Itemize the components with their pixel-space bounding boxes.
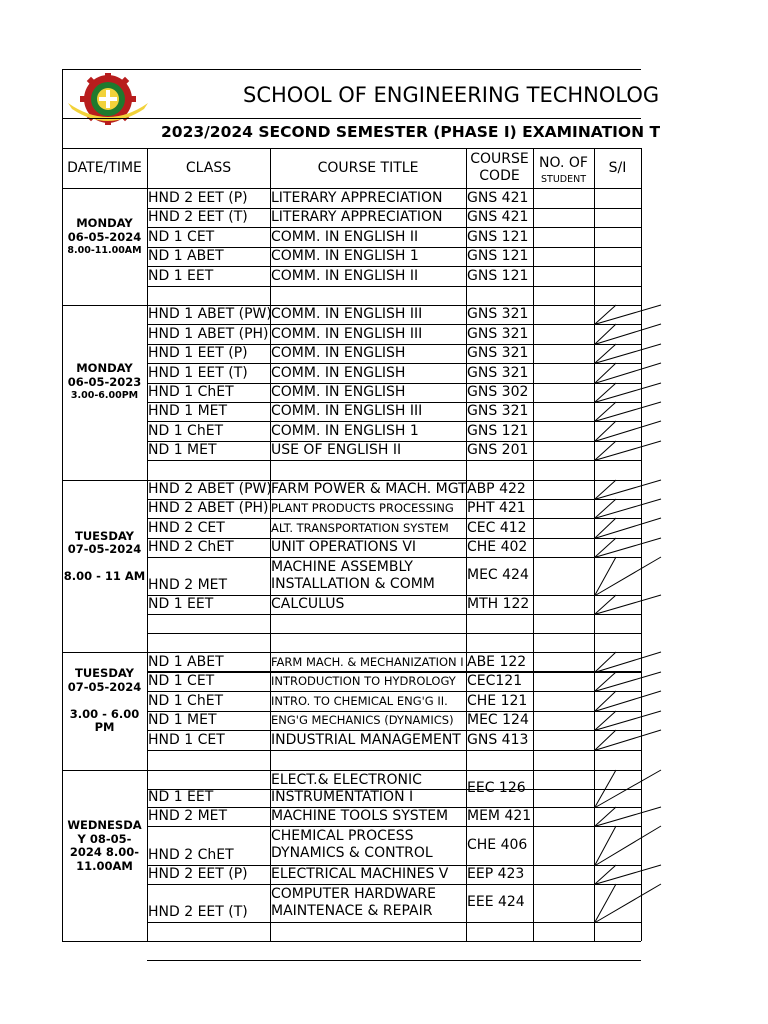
class-cell: HND 2 EET (T) bbox=[148, 209, 248, 225]
row-line bbox=[147, 960, 641, 961]
course-code-cell: GNS 121 bbox=[467, 423, 529, 439]
course-code-cell: GNS 321 bbox=[467, 326, 529, 342]
course-title-cell: COMM. IN ENGLISH bbox=[271, 384, 406, 400]
class-cell: ND 1 MET bbox=[148, 712, 217, 728]
row-line bbox=[147, 652, 641, 653]
course-title-cell: FARM POWER & MACH. MGT bbox=[271, 481, 467, 497]
exam-date-time: 06-05-2024 bbox=[67, 229, 142, 244]
exam-date-time: 07-05-2024 bbox=[67, 679, 142, 694]
row-line bbox=[147, 884, 641, 885]
class-cell: ND 1 EET bbox=[148, 268, 214, 284]
header-date-time: DATE/TIME bbox=[67, 160, 142, 176]
class-cell: HND 2 MET bbox=[148, 808, 228, 824]
exam-date-time: 2024 8.00- bbox=[69, 845, 140, 859]
group-line bbox=[62, 652, 147, 653]
course-title-cell: CALCULUS bbox=[271, 596, 345, 612]
course-title-cell: INDUSTRIAL MANAGEMENT bbox=[271, 732, 461, 748]
course-title-cell: COMM. IN ENGLISH bbox=[271, 365, 406, 381]
row-line bbox=[147, 691, 641, 692]
course-title-cell: COMM. IN ENGLISH 1 bbox=[271, 248, 419, 264]
header-course-code: COURSE bbox=[470, 151, 529, 167]
class-cell: HND 2 EET (T) bbox=[148, 904, 248, 920]
course-code-cell: GNS 321 bbox=[467, 365, 529, 381]
class-cell: HND 1 ABET (PH) bbox=[148, 326, 269, 342]
header-no-of-student: NO. OF bbox=[539, 155, 588, 171]
course-code-cell: EEE 424 bbox=[467, 894, 525, 910]
course-title-cell: COMM. IN ENGLISH II bbox=[271, 229, 419, 245]
class-cell: HND 2 ChET bbox=[148, 847, 234, 863]
header-course-title: COURSE TITLE bbox=[317, 160, 419, 176]
course-code-cell: GNS 321 bbox=[467, 306, 529, 322]
course-code-cell: CEC 412 bbox=[467, 520, 527, 536]
header-si: S/I bbox=[608, 160, 627, 176]
course-code-cell: CEC121 bbox=[467, 673, 523, 689]
course-title-cell: PLANT PRODUCTS PROCESSING bbox=[271, 501, 454, 515]
course-title-cell: ELECTRICAL MACHINES V bbox=[271, 866, 449, 882]
exam-date-time: MONDAY bbox=[76, 361, 133, 376]
course-code-cell: GNS 201 bbox=[467, 442, 529, 458]
row-line bbox=[147, 941, 641, 942]
row-line bbox=[147, 614, 641, 615]
header-class: CLASS bbox=[185, 160, 232, 176]
course-title-cell: COMM. IN ENGLISH 1 bbox=[271, 423, 419, 439]
group-line bbox=[62, 480, 147, 481]
class-cell: ND 1 ABET bbox=[148, 654, 224, 670]
exam-date-time: TUESDAY bbox=[75, 528, 134, 543]
exam-date-time: 3.00 - 6.00 bbox=[69, 706, 140, 721]
exam-subtitle: 2023/2024 SECOND SEMESTER (PHASE I) EXAMINATION T bbox=[161, 123, 661, 141]
course-title-cell: INSTRUMENTATION I bbox=[271, 789, 414, 805]
class-cell: ND 1 EET bbox=[148, 596, 214, 612]
course-title-cell: COMM. IN ENGLISH bbox=[271, 345, 406, 361]
course-code-cell: MEM 421 bbox=[467, 808, 532, 824]
class-cell: HND 2 EET (P) bbox=[148, 190, 248, 206]
course-title-cell: USE OF ENGLISH II bbox=[271, 442, 402, 458]
course-code-cell: GNS 421 bbox=[467, 190, 529, 206]
row-line bbox=[147, 324, 641, 325]
title-divider-line bbox=[62, 118, 641, 119]
class-cell: HND 2 MET bbox=[148, 577, 228, 593]
course-code-cell: ABP 422 bbox=[467, 481, 526, 497]
course-code-cell: GNS 321 bbox=[467, 345, 529, 361]
group-line bbox=[62, 941, 147, 942]
row-line bbox=[147, 750, 641, 751]
course-code-cell: GNS 413 bbox=[467, 732, 529, 748]
row-line bbox=[147, 826, 641, 827]
class-cell: ND 1 CET bbox=[148, 229, 215, 245]
course-code-cell: GNS 321 bbox=[467, 403, 529, 419]
row-line bbox=[147, 421, 641, 422]
course-code-cell: CHE 402 bbox=[467, 539, 528, 555]
class-cell: HND 1 CET bbox=[148, 732, 225, 748]
course-title-cell: MAINTENACE & REPAIR bbox=[271, 903, 433, 919]
header-top-line bbox=[62, 148, 641, 149]
exam-date-time: 8.00 - 11 AM bbox=[63, 569, 146, 583]
exam-date-time: TUESDAY bbox=[75, 666, 134, 681]
course-title-cell: DYNAMICS & CONTROL bbox=[271, 845, 433, 861]
row-line bbox=[147, 633, 641, 634]
class-cell: HND 2 EET (P) bbox=[148, 866, 248, 882]
class-cell: HND 2 CET bbox=[148, 520, 225, 536]
course-code-cell: MEC 424 bbox=[467, 567, 529, 583]
course-code-cell: GNS 421 bbox=[467, 209, 529, 225]
exam-date-time: Y 08-05- bbox=[77, 831, 132, 846]
exam-date-time: WEDNESDA bbox=[67, 818, 142, 832]
course-title-cell: UNIT OPERATIONS VI bbox=[271, 539, 417, 555]
row-line bbox=[147, 770, 641, 771]
group-line bbox=[62, 770, 147, 771]
course-code-cell: GNS 121 bbox=[467, 248, 529, 264]
course-title-cell: COMPUTER HARDWARE bbox=[271, 886, 436, 902]
class-cell: HND 1 MET bbox=[148, 403, 228, 419]
course-title-cell: ENG'G MECHANICS (DYNAMICS) bbox=[271, 713, 454, 727]
course-title-cell: ALT. TRANSPORTATION SYSTEM bbox=[271, 521, 449, 535]
course-title-cell: MACHINE ASSEMBLY bbox=[271, 559, 413, 575]
frame-left-line bbox=[62, 69, 63, 941]
class-cell: HND 1 ABET (PW) bbox=[148, 306, 272, 322]
class-cell: HND 2 ChET bbox=[148, 539, 234, 555]
row-line bbox=[147, 363, 641, 364]
course-title-cell: FARM MACH. & MECHANIZATION I bbox=[271, 655, 464, 669]
row-line bbox=[147, 518, 641, 519]
class-cell: ND 1 EET bbox=[148, 789, 214, 805]
course-title-cell: COMM. IN ENGLISH II bbox=[271, 268, 419, 284]
course-title-cell: CHEMICAL PROCESS bbox=[271, 828, 414, 844]
group-line bbox=[62, 305, 147, 306]
class-cell: HND 2 ABET (PW) bbox=[148, 481, 272, 497]
course-code-cell: MEC 124 bbox=[467, 712, 529, 728]
course-code-cell: EEP 423 bbox=[467, 866, 525, 882]
course-title-cell: COMM. IN ENGLISH III bbox=[271, 403, 423, 419]
class-cell: HND 1 ChET bbox=[148, 384, 234, 400]
class-cell: ND 1 CET bbox=[148, 673, 215, 689]
course-code-cell: EEC 126 bbox=[467, 779, 526, 796]
class-cell: ND 1 ChET bbox=[148, 423, 224, 439]
class-cell: ND 1 ABET bbox=[148, 248, 224, 264]
row-line bbox=[147, 266, 641, 267]
exam-date-time: 06-05-2023 bbox=[67, 374, 142, 389]
header-no-of-student-2: STUDENT bbox=[540, 174, 586, 185]
row-line bbox=[147, 595, 641, 596]
exam-date-time: MONDAY bbox=[76, 216, 133, 231]
row-line bbox=[147, 730, 641, 731]
row-line bbox=[147, 286, 641, 287]
course-title-cell: INTRODUCTION TO HYDROLOGY bbox=[271, 674, 456, 688]
course-title-cell: ELECT.& ELECTRONIC bbox=[271, 772, 422, 788]
exam-date-time: PM bbox=[94, 720, 115, 735]
course-title-cell: MACHINE TOOLS SYSTEM bbox=[271, 808, 449, 824]
row-line bbox=[147, 460, 641, 461]
class-cell: HND 2 ABET (PH) bbox=[148, 500, 269, 516]
frame-top-line bbox=[62, 69, 641, 70]
course-code-cell: ABE 122 bbox=[467, 654, 527, 670]
exam-date-time: 07-05-2024 bbox=[67, 542, 142, 556]
class-cell: ND 1 ChET bbox=[148, 693, 224, 709]
class-cell: ND 1 MET bbox=[148, 442, 217, 458]
course-code-cell: CHE 121 bbox=[467, 693, 528, 709]
course-code-cell: PHT 421 bbox=[467, 500, 526, 516]
course-title-cell: COMM. IN ENGLISH III bbox=[271, 306, 423, 322]
header-course-code-2: CODE bbox=[479, 168, 520, 184]
page-title: SCHOOL OF ENGINEERING TECHNOLOG bbox=[243, 83, 660, 107]
frame-right-line bbox=[641, 148, 642, 941]
course-title-cell: INTRO. TO CHEMICAL ENG'G II. bbox=[271, 694, 448, 708]
row-line bbox=[147, 227, 641, 228]
course-title-cell: COMM. IN ENGLISH III bbox=[271, 326, 423, 342]
course-code-cell: GNS 302 bbox=[467, 384, 529, 400]
course-code-cell: CHE 406 bbox=[467, 836, 528, 853]
exam-date-time: 3.00-6.00PM bbox=[70, 390, 139, 402]
course-code-cell: MTH 122 bbox=[467, 596, 530, 612]
row-line bbox=[147, 922, 641, 923]
exam-date-time: 11.00AM bbox=[76, 858, 133, 873]
class-cell: HND 1 EET (P) bbox=[148, 345, 248, 361]
course-title-cell: INSTALLATION & COMM bbox=[271, 576, 435, 592]
class-cell: HND 1 EET (T) bbox=[148, 365, 248, 381]
course-title-cell: LITERARY APPRECIATION bbox=[271, 190, 443, 206]
course-title-cell: LITERARY APPRECIATION bbox=[271, 209, 443, 225]
exam-date-time: 8.00-11.00AM bbox=[67, 245, 142, 257]
course-code-cell: GNS 121 bbox=[467, 229, 529, 245]
course-code-cell: GNS 121 bbox=[467, 268, 529, 284]
row-line bbox=[147, 557, 641, 558]
header-bottom-line bbox=[62, 188, 641, 189]
